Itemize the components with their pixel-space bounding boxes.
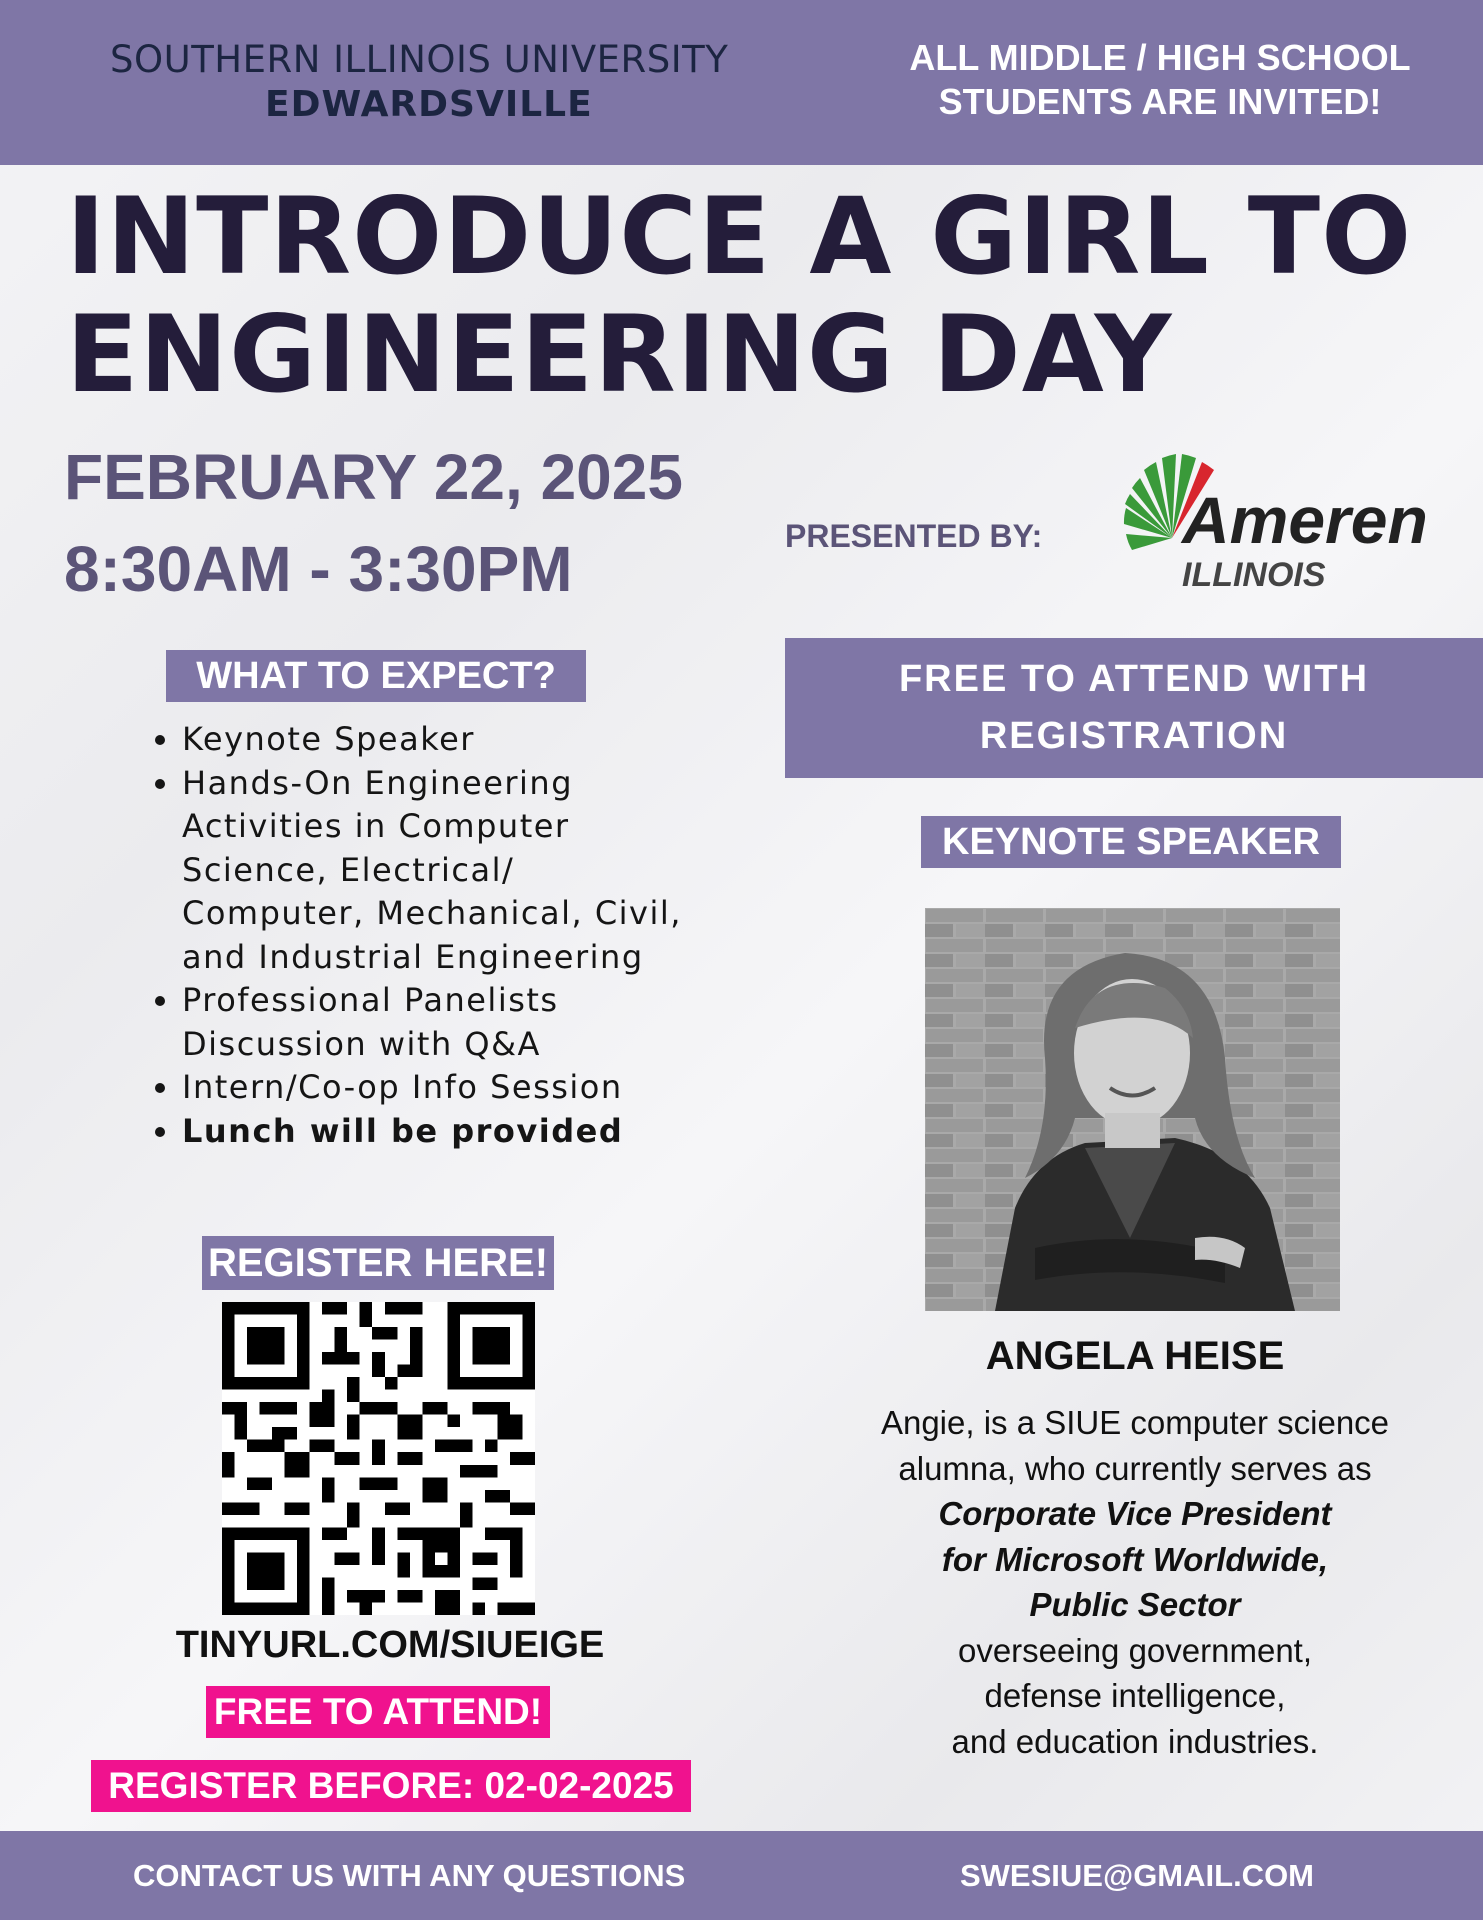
university-name: SOUTHERN ILLINOIS UNIVERSITY bbox=[110, 38, 729, 81]
speaker-name: ANGELA HEISE bbox=[985, 1334, 1285, 1378]
ameren-wordmark: Ameren bbox=[1182, 483, 1428, 557]
list-item: • Lunch will be provided bbox=[182, 1110, 700, 1154]
event-title-line-1: INTRODUCE A GIRL TO bbox=[66, 175, 1413, 298]
event-title-line-2: ENGINEERING DAY bbox=[66, 293, 1173, 416]
bio-outro-line-2: defense intelligence, bbox=[984, 1677, 1286, 1714]
bio-outro-line-1: overseeing government, bbox=[957, 1631, 1313, 1669]
university-campus: EDWARDSVILLE bbox=[265, 84, 593, 125]
ameren-logo bbox=[1110, 438, 1440, 603]
free-with-registration-banner bbox=[785, 638, 1483, 778]
keynote-speaker-heading: KEYNOTE SPEAKER bbox=[921, 816, 1341, 868]
list-item: • Intern/Co-op Info Session bbox=[182, 1066, 700, 1110]
ameren-burst-icon bbox=[1110, 438, 1440, 603]
speaker-portrait-icon bbox=[925, 908, 1340, 1311]
invite-line-1: ALL MIDDLE / HIGH SCHOOL bbox=[909, 37, 1411, 78]
free-to-attend-badge: FREE TO ATTEND! bbox=[206, 1686, 550, 1738]
ameren-subtitle: ILLINOIS bbox=[1182, 556, 1326, 594]
speaker-bio bbox=[870, 1400, 1400, 1764]
presented-by-label: PRESENTED BY: bbox=[785, 518, 1043, 554]
contact-email[interactable]: SWESIUE@GMAIL.COM bbox=[960, 1858, 1315, 1893]
speaker-role-line-3: Public Sector bbox=[1029, 1586, 1241, 1623]
free-banner-line-1: FREE TO ATTEND WITH bbox=[898, 658, 1370, 700]
registration-url[interactable]: TINYURL.COM/SIUEIGE bbox=[175, 1624, 605, 1666]
speaker-role-line-2: for Microsoft Worldwide, bbox=[941, 1540, 1329, 1578]
speaker-photo bbox=[925, 908, 1340, 1311]
qr-code[interactable] bbox=[222, 1302, 535, 1615]
event-time: 8:30AM - 3:30PM bbox=[64, 533, 573, 605]
event-title bbox=[66, 175, 1446, 416]
register-deadline-badge: REGISTER BEFORE: 02-02-2025 bbox=[91, 1760, 691, 1812]
invite-text bbox=[880, 36, 1440, 124]
speaker-role-line-1: Corporate Vice President bbox=[938, 1495, 1332, 1532]
list-item: • Professional Panelists Discussion with Q&A bbox=[182, 979, 700, 1066]
event-date: FEBRUARY 22, 2025 bbox=[64, 441, 683, 513]
free-banner-line-2: REGISTRATION bbox=[979, 715, 1289, 757]
list-item: • Keynote Speaker bbox=[182, 718, 700, 762]
bio-outro-line-3: and education industries. bbox=[951, 1722, 1319, 1760]
contact-text: CONTACT US WITH ANY QUESTIONS bbox=[133, 1858, 686, 1893]
expect-list bbox=[140, 718, 700, 1153]
what-to-expect-heading: WHAT TO EXPECT? bbox=[166, 650, 586, 702]
invite-line-2: STUDENTS ARE INVITED! bbox=[938, 81, 1382, 122]
list-item: • Hands-On Engineering Activities in Computer Science, Electrical/ Computer, Mechanical, Civil, and Industrial Engineering bbox=[182, 762, 700, 980]
register-here-heading: REGISTER HERE! bbox=[202, 1236, 554, 1290]
bio-intro: Angie, is a SIUE computer science alumna, who currently serves as bbox=[880, 1404, 1390, 1487]
qr-code-icon bbox=[222, 1302, 535, 1615]
